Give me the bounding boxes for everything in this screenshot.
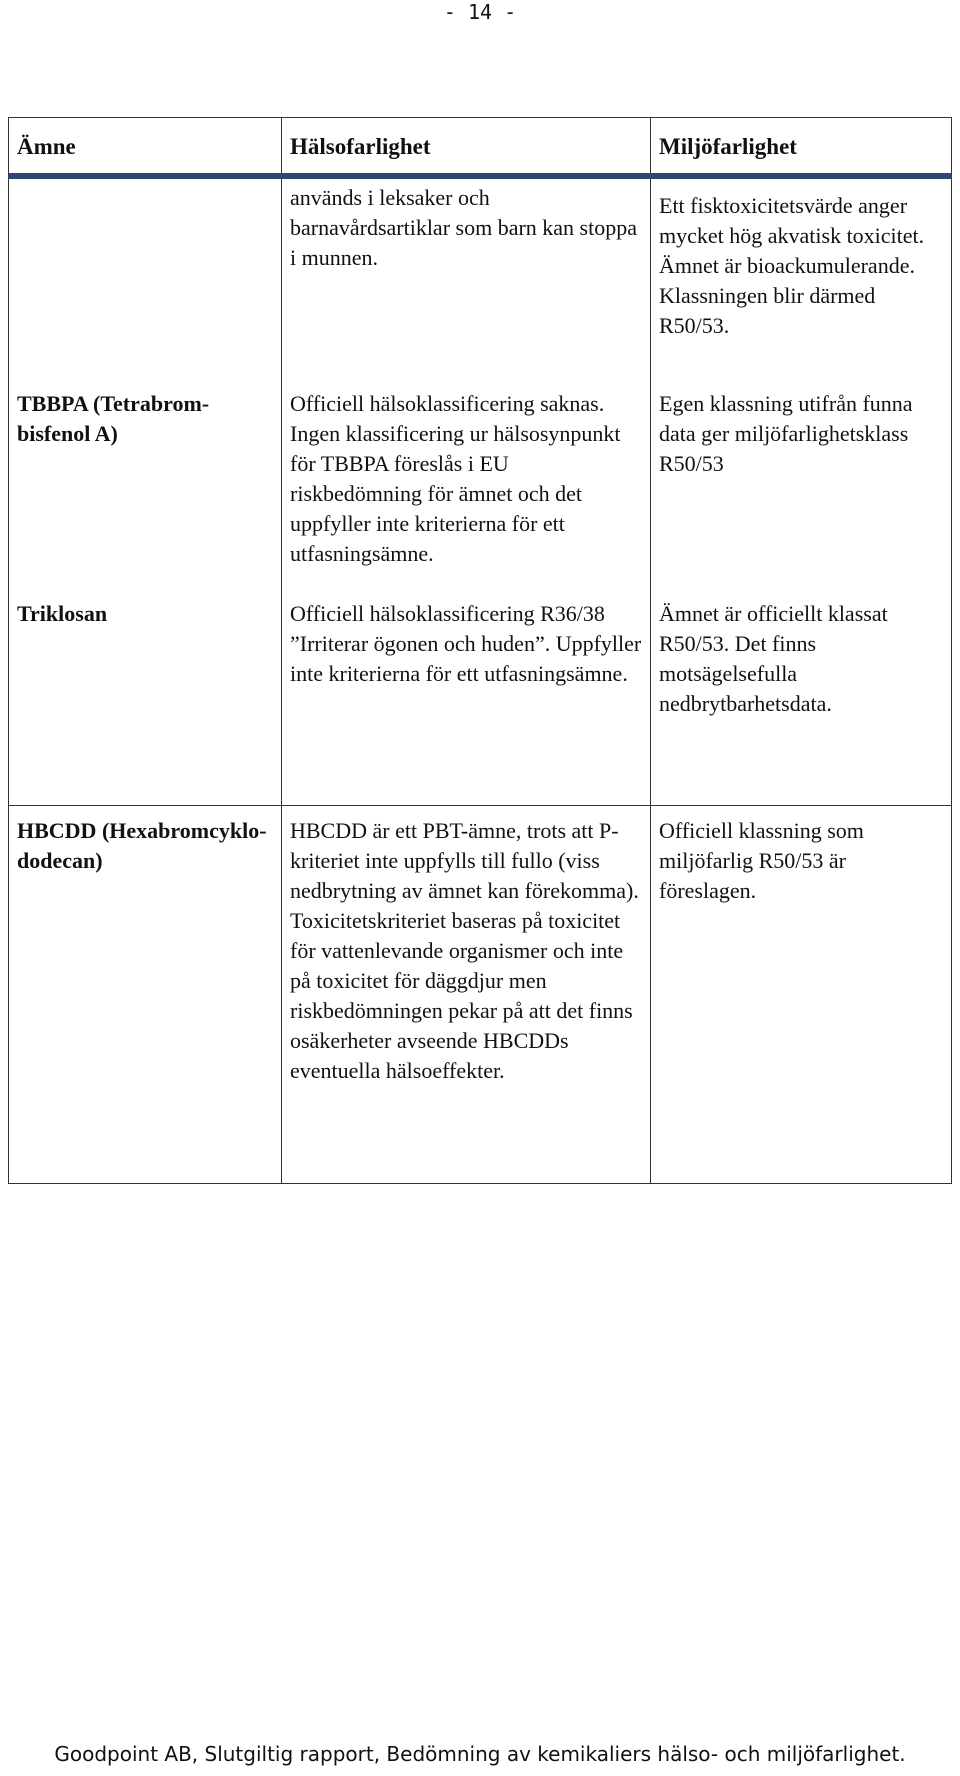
substance-cell: Triklosan [17, 601, 108, 626]
substance-hazard-table [8, 117, 952, 1167]
environmental-hazard-cell: Ämnet är officiellt klassat R50/53. Det finns motsägelsefulla nedbrytbarhetsdata. [650, 599, 951, 805]
environmental-hazard-cell: Officiell klassning som miljöfarlig R50/53 är föreslagen. [650, 806, 951, 1183]
header-health-hazard: Hälsofarlighet [281, 118, 650, 173]
health-hazard-cell: Officiell hälsoklassificering saknas. Ingen klassificering ur hälsosynpunkt för TBBPA föreslås i EU riskbedömning för ämnet och det uppfyller inte kriterierna för ett utfasningsämne. [281, 389, 650, 599]
table-header-row [8, 117, 952, 179]
table-row [8, 806, 952, 1184]
header-environmental-hazard: Miljöfarlighet [650, 118, 951, 173]
table-row [8, 599, 952, 806]
header-substance: Ämne [17, 134, 76, 159]
substance-cell: TBBPA (Tetrabrom-bisfenol A) [17, 391, 210, 446]
page-number: - 14 - [443, 0, 517, 24]
substance-cell [9, 179, 281, 389]
environmental-hazard-cell: Egen klassning utifrån funna data ger miljöfarlighetsklass R50/53 [650, 389, 951, 599]
page-footer: Goodpoint AB, Slutgiltig rapport, Bedömning av kemikaliers hälso- och miljöfarlighet. [54, 1742, 906, 1766]
table-row [8, 179, 952, 389]
table-row [8, 389, 952, 599]
substance-cell: HBCDD (Hexabromcyklo-dodecan) [17, 818, 267, 873]
health-hazard-cell: används i leksaker och barnavårdsartiklar som barn kan stoppa i munnen. [281, 179, 650, 389]
environmental-hazard-cell: Ett fisktoxicitetsvärde anger mycket hög akvatisk toxicitet. Ämnet är bioackumulerande. Klassningen blir därmed R50/53. [650, 179, 951, 389]
health-hazard-cell: HBCDD är ett PBT-ämne, trots att P-kriteriet inte uppfylls till fullo (viss nedbrytning av ämnet kan förekomma). Toxicitetskriteriet baseras på toxicitet för vattenlevande organismer och inte på toxicitet för däggdjur men riskbedömningen pekar på att det finns osäkerheter avseende HBCDDs eventuella hälsoeffekter. [281, 806, 650, 1183]
health-hazard-cell: Officiell hälsoklassificering R36/38 ”Irriterar ögonen och huden”. Uppfyller inte kriterierna för ett utfasningsämne. [281, 599, 650, 805]
